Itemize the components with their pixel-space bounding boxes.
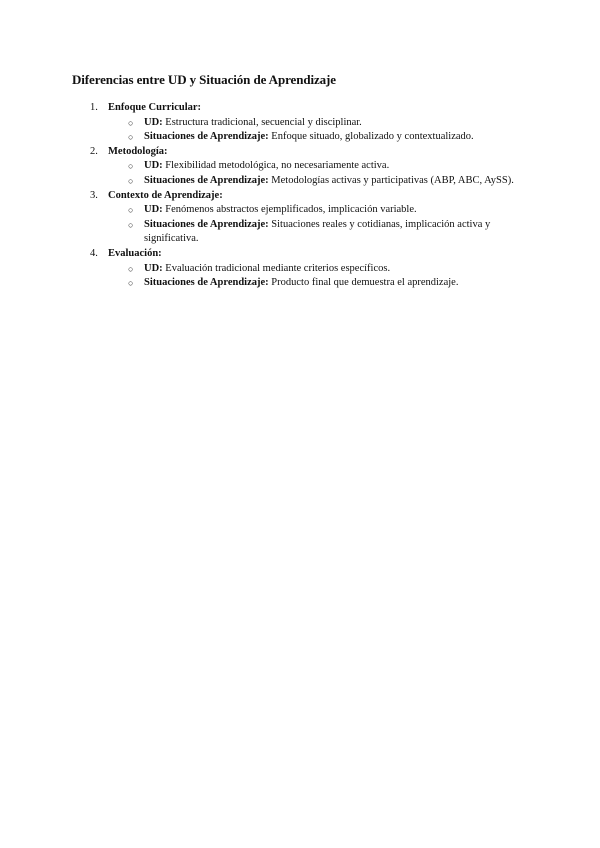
section-items xyxy=(72,116,522,145)
circle-bullet-icon: ○ xyxy=(128,132,134,143)
section-contexto-de-aprendizaje xyxy=(72,189,522,247)
item-label: UD: xyxy=(144,204,163,216)
section-metodologia xyxy=(72,145,522,189)
circle-bullet-icon: ○ xyxy=(128,175,134,186)
section-list xyxy=(72,101,522,291)
section-heading: Contexto de Aprendizaje: xyxy=(108,189,223,201)
list-item xyxy=(72,218,522,247)
list-item xyxy=(72,159,522,174)
item-text: Fenómenos abstractos ejemplificados, implicación variable. xyxy=(162,204,417,216)
section-number: 1. xyxy=(90,102,98,113)
item-label: Situaciones de Aprendizaje: xyxy=(144,218,269,230)
circle-bullet-icon: ○ xyxy=(128,263,134,274)
item-text: Situaciones reales y cotidianas, implicación activa y significativa. xyxy=(144,218,491,245)
list-item xyxy=(72,262,522,277)
item-label: Situaciones de Aprendizaje: xyxy=(144,277,269,289)
item-label: UD: xyxy=(144,116,163,128)
circle-bullet-icon: ○ xyxy=(128,205,134,216)
document-title: Diferencias entre UD y Situación de Aprendizaje xyxy=(72,72,336,87)
section-number: 3. xyxy=(90,189,98,201)
list-item xyxy=(72,276,522,291)
item-text: Metodologías activas y participativas (ABP, ABC, AySS). xyxy=(268,174,514,186)
list-item xyxy=(72,203,522,218)
section-heading: Enfoque Curricular: xyxy=(108,102,202,113)
item-label: Situaciones de Aprendizaje: xyxy=(144,131,269,143)
item-text: Flexibilidad metodológica, no necesariamente activa. xyxy=(162,160,390,172)
circle-bullet-icon: ○ xyxy=(128,219,134,230)
section-items xyxy=(72,159,522,188)
item-text: Estructura tradicional, secuencial y disciplinar. xyxy=(162,116,362,128)
circle-bullet-icon: ○ xyxy=(128,278,134,289)
section-heading: Metodología: xyxy=(108,145,168,157)
item-label: UD: xyxy=(144,262,163,274)
list-item xyxy=(72,130,522,145)
section-number: 2. xyxy=(90,145,98,157)
item-label: UD: xyxy=(144,160,163,172)
section-evaluacion xyxy=(72,247,522,291)
item-text: Producto final que demuestra el aprendizaje. xyxy=(268,277,459,289)
list-item xyxy=(72,174,522,189)
section-enfoque-curricular xyxy=(72,101,522,145)
circle-bullet-icon: ○ xyxy=(128,161,134,172)
item-text: Enfoque situado, globalizado y contextualizado. xyxy=(268,131,474,143)
list-item xyxy=(72,116,522,131)
item-label: Situaciones de Aprendizaje: xyxy=(144,174,269,186)
circle-bullet-icon: ○ xyxy=(128,117,134,128)
section-items xyxy=(72,203,522,247)
section-items xyxy=(72,262,522,291)
section-heading: Evaluación: xyxy=(108,247,162,259)
section-number: 4. xyxy=(90,247,98,259)
item-text: Evaluación tradicional mediante criterios específicos. xyxy=(162,262,391,274)
